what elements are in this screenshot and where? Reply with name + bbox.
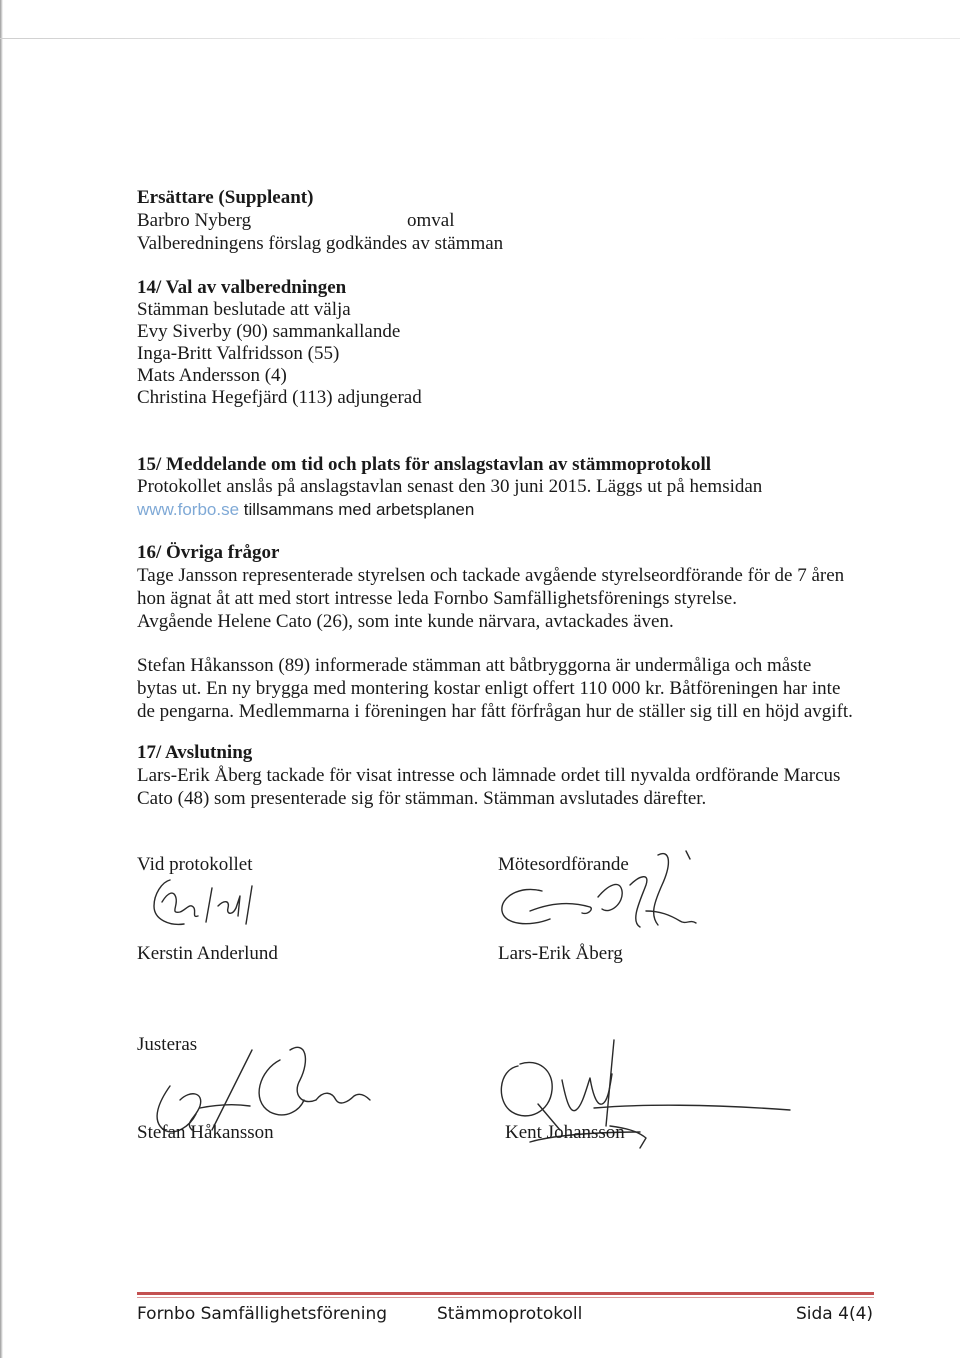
section-16-line: Tage Jansson representerade styrelsen och tackade avgående styrelseordförande för de 7 åren xyxy=(137,565,845,586)
section-14-line: Christina Hegefjärd (113) adjungerad xyxy=(137,387,422,408)
ersattare-heading: Ersättare (Suppleant) xyxy=(137,187,314,208)
justerare2-name: Kent Johansson xyxy=(505,1122,625,1143)
section-14-line: Stämman beslutade att välja xyxy=(137,299,351,320)
section-15-line: Protokollet anslås på anslagstavlan senast den 30 juni 2015. Läggs ut på hemsidan xyxy=(137,476,763,497)
section-16-heading: 16/ Övriga frågor xyxy=(137,542,280,563)
section-14-line: Inga-Britt Valfridsson (55) xyxy=(137,343,340,364)
secretary-name: Kerstin Anderlund xyxy=(137,943,278,964)
justerare2-signature xyxy=(490,1030,810,1170)
section-16-line: Avgående Helene Cato (26), som inte kunde närvara, avtackades även. xyxy=(137,611,674,632)
section-16-line: Stefan Håkansson (89) informerade stämman att båtbryggorna är undermåliga och måste xyxy=(137,655,812,676)
motesordforande-label: Mötesordförande xyxy=(498,854,629,875)
justeras-label: Justeras xyxy=(137,1034,198,1055)
vid-protokollet-label: Vid protokollet xyxy=(137,854,253,875)
section-17-line: Cato (48) som presenterade sig för stämman. Stämman avslutades därefter. xyxy=(137,788,707,809)
footer-rule-thin xyxy=(137,1297,874,1298)
section-14-heading: 14/ Val av valberedningen xyxy=(137,277,347,298)
footer-org: Fornbo Samfällighetsförening xyxy=(137,1304,388,1324)
section-14-line: Mats Andersson (4) xyxy=(137,365,287,386)
section-15-line2 xyxy=(137,498,474,521)
scan-top-rule xyxy=(0,38,960,39)
ersattare-name: Barbro Nyberg xyxy=(137,210,252,231)
justerare1-name: Stefan Håkansson xyxy=(137,1122,274,1143)
section-16-line: de pengarna. Medlemmarna i föreningen har fått förfrågan hur de ställer sig till en höjd avgift. xyxy=(137,701,853,722)
ersattare-note: Valberedningens förslag godkändes av stämman xyxy=(137,233,504,254)
section-17-line: Lars-Erik Åberg tackade för visat intresse och lämnade ordet till nyvalda ordförande Marcus xyxy=(137,765,841,786)
footer-doc-title: Stämmoprotokoll xyxy=(437,1304,583,1324)
ersattare-status: omval xyxy=(407,210,455,231)
footer-page-number: Sida 4(4) xyxy=(796,1304,874,1324)
footer-rule xyxy=(137,1292,874,1295)
section-15-heading: 15/ Meddelande om tid och plats för anslagstavlan av stämmoprotokoll xyxy=(137,454,712,475)
secretary-signature xyxy=(140,872,280,942)
section-17-heading: 17/ Avslutning xyxy=(137,742,253,763)
scan-edge xyxy=(0,0,3,1358)
chair-signature xyxy=(490,845,710,945)
section-14-line: Evy Siverby (90) sammankallande xyxy=(137,321,401,342)
section-15-line2-text: tillsammans med arbetsplanen xyxy=(243,500,475,519)
chair-name: Lars-Erik Åberg xyxy=(498,943,623,964)
section-16-line: hon ägnat åt att med stort intresse leda Fornbo Samfällighetsförenings styrelse. xyxy=(137,588,737,609)
website-link[interactable]: www.forbo.se xyxy=(137,500,240,519)
section-16-line: bytas ut. En ny brygga med montering kostar enligt offert 110 000 kr. Båtföreningen har inte xyxy=(137,678,841,699)
